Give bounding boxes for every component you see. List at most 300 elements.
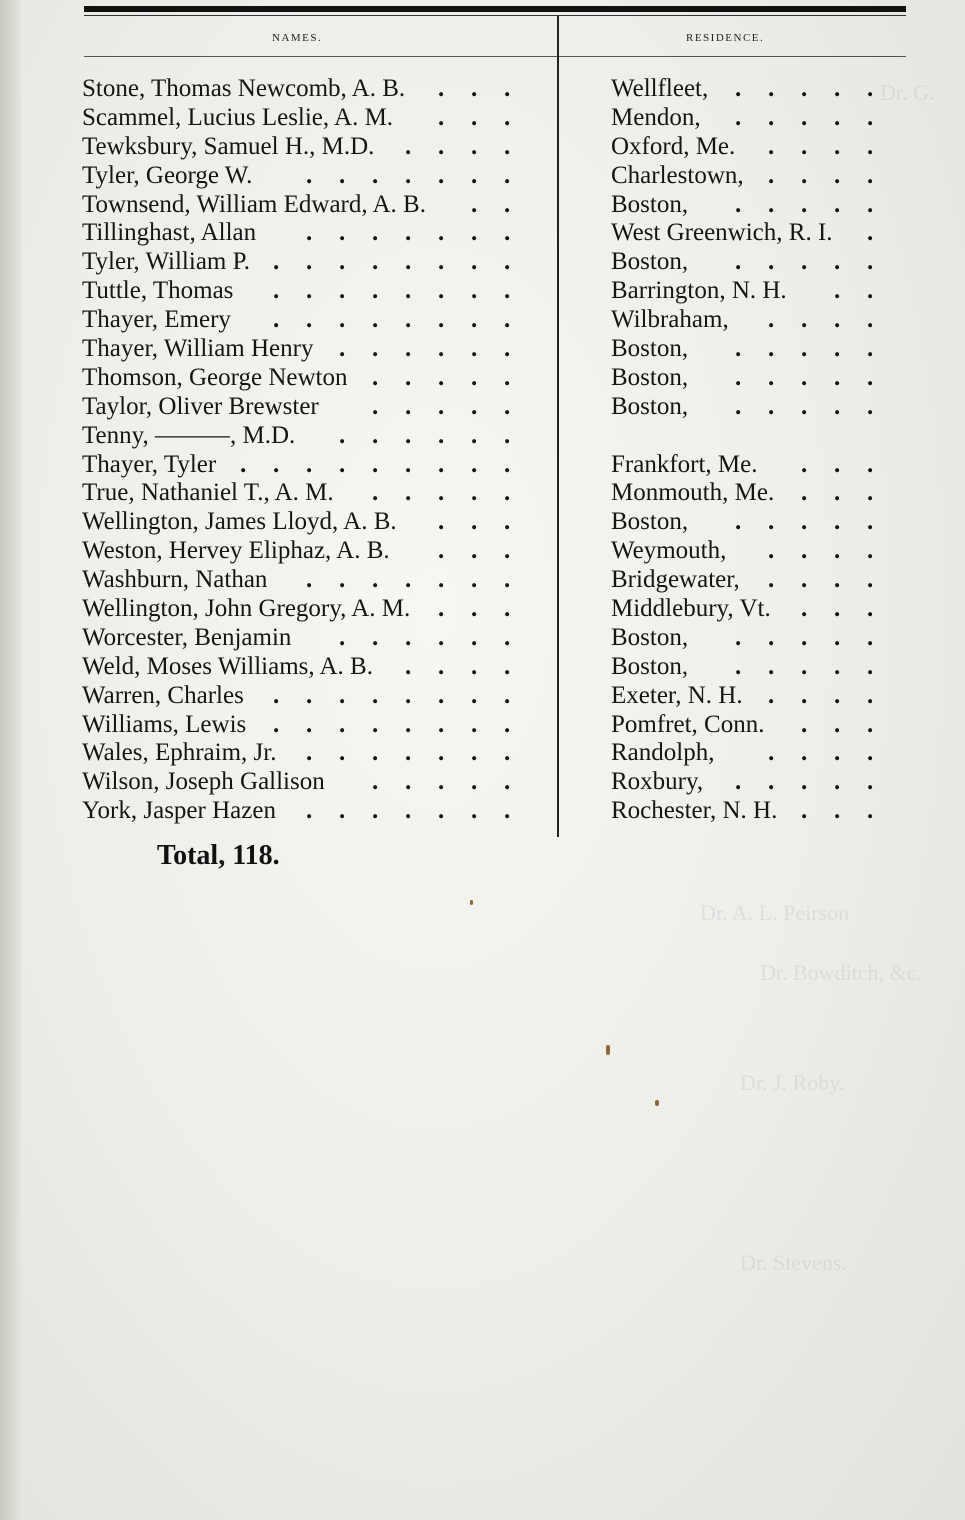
dot-leader: . xyxy=(405,768,412,796)
student-residence: Wellfleet, xyxy=(611,75,709,102)
dot-leader: . xyxy=(834,132,841,160)
student-residence: Weymouth, xyxy=(611,537,727,565)
dot-leader: . xyxy=(471,652,478,680)
student-name: Williams, Lewis xyxy=(82,710,247,738)
dot-leader: . xyxy=(273,710,280,738)
dot-leader: . xyxy=(867,797,874,825)
dot-leader: . xyxy=(801,75,808,102)
dot-leader: . xyxy=(471,363,478,391)
dot-leader: . xyxy=(504,248,511,276)
dot-leader: . xyxy=(405,652,412,680)
dot-leader: . xyxy=(471,739,478,767)
dot-leader: . xyxy=(306,306,313,334)
dot-leader: . xyxy=(801,306,808,334)
dot-leader: . xyxy=(438,219,445,247)
dot-leader: . xyxy=(306,248,313,276)
list-item xyxy=(0,565,965,594)
dot-leader: . xyxy=(438,161,445,189)
dot-leader: . xyxy=(801,710,808,738)
list-item xyxy=(0,507,965,536)
dot-leader: . xyxy=(768,335,775,363)
dot-leader: . xyxy=(372,277,379,305)
dot-leader: . xyxy=(504,75,511,102)
dot-leader: . xyxy=(471,797,478,825)
dot-leader: . xyxy=(273,277,280,305)
dot-leader: . xyxy=(339,306,346,334)
student-name: Tewksbury, Samuel H., M.D. xyxy=(82,132,375,160)
dot-leader: . xyxy=(801,479,808,507)
list-item xyxy=(0,363,965,392)
dot-leader: . xyxy=(867,537,874,565)
dot-leader: . xyxy=(735,508,742,536)
dot-leader: . xyxy=(405,797,412,825)
dot-leader: . xyxy=(867,652,874,680)
student-name: True, Nathaniel T., A. M. xyxy=(82,479,334,507)
dot-leader: . xyxy=(372,710,379,738)
dot-leader: . xyxy=(405,363,412,391)
dot-leader: . xyxy=(471,190,478,218)
dot-leader: . xyxy=(867,392,874,420)
student-name: Worcester, Benjamin xyxy=(82,623,292,651)
dot-leader: . xyxy=(438,421,445,449)
dot-leader: . xyxy=(768,161,775,189)
dot-leader: . xyxy=(867,623,874,651)
bleed-through-mark: Dr. Bowditch, &c. xyxy=(760,960,922,985)
dot-leader: . xyxy=(504,537,511,565)
dot-leader: . xyxy=(768,103,775,131)
student-name: Scammel, Lucius Leslie, A. M. xyxy=(82,103,394,131)
dot-leader: . xyxy=(438,652,445,680)
dot-leader: . xyxy=(240,450,247,478)
dot-leader: . xyxy=(339,566,346,594)
dot-leader: . xyxy=(867,103,874,131)
list-item xyxy=(0,767,965,796)
dot-leader: . xyxy=(867,132,874,160)
dot-leader: . xyxy=(801,190,808,218)
student-name: Weld, Moses Williams, A. B. xyxy=(82,652,373,680)
dot-leader: . xyxy=(504,421,511,449)
dot-leader: . xyxy=(768,739,775,767)
dot-leader: . xyxy=(834,739,841,767)
dot-leader: . xyxy=(801,652,808,680)
list-item xyxy=(0,710,965,739)
dot-leader: . xyxy=(867,363,874,391)
dot-leader: . xyxy=(405,277,412,305)
list-item xyxy=(0,594,965,623)
dot-leader: . xyxy=(372,739,379,767)
dot-leader: . xyxy=(801,566,808,594)
dot-leader: . xyxy=(504,219,511,247)
dot-leader: . xyxy=(504,797,511,825)
student-residence: Frankfort, Me. xyxy=(611,450,758,478)
student-residence: Monmouth, Me. xyxy=(611,479,775,507)
dot-leader: . xyxy=(867,190,874,218)
bleed-through-mark: Dr. J. Roby. xyxy=(740,1070,845,1095)
dot-leader: . xyxy=(405,132,412,160)
dot-leader: . xyxy=(834,710,841,738)
list-item xyxy=(0,218,965,247)
dot-leader: . xyxy=(438,566,445,594)
dot-leader: . xyxy=(438,103,445,131)
dot-leader: . xyxy=(768,652,775,680)
dot-leader: . xyxy=(339,739,346,767)
dot-leader: . xyxy=(405,739,412,767)
student-residence: Boston, xyxy=(611,623,689,651)
dot-leader: . xyxy=(405,421,412,449)
student-name: Tyler, William P. xyxy=(82,248,250,276)
dot-leader: . xyxy=(735,652,742,680)
dot-leader: . xyxy=(306,739,313,767)
dot-leader: . xyxy=(735,623,742,651)
dot-leader: . xyxy=(735,363,742,391)
student-name: Tillinghast, Allan xyxy=(82,219,257,247)
dot-leader: . xyxy=(372,161,379,189)
dot-leader: . xyxy=(867,768,874,796)
dot-leader: . xyxy=(339,248,346,276)
student-residence: Roxbury, xyxy=(611,768,704,796)
list-item xyxy=(0,421,965,450)
dot-leader: . xyxy=(438,306,445,334)
student-name: Washburn, Nathan xyxy=(82,566,268,594)
student-residence: Charlestown, xyxy=(611,161,744,189)
dot-leader: . xyxy=(405,479,412,507)
dot-leader: . xyxy=(768,248,775,276)
dot-leader: . xyxy=(801,103,808,131)
dot-leader: . xyxy=(867,161,874,189)
student-residence: West Greenwich, R. I. xyxy=(611,219,833,247)
student-residence: Rochester, N. H. xyxy=(611,797,778,825)
dot-leader: . xyxy=(834,652,841,680)
dot-leader: . xyxy=(438,537,445,565)
dot-leader: . xyxy=(504,479,511,507)
dot-leader: . xyxy=(867,566,874,594)
dot-leader: . xyxy=(306,797,313,825)
student-name: Wales, Ephraim, Jr. xyxy=(82,739,277,767)
dot-leader: . xyxy=(834,277,841,305)
dot-leader: . xyxy=(801,248,808,276)
dot-leader: . xyxy=(867,508,874,536)
dot-leader: . xyxy=(834,392,841,420)
dot-leader: . xyxy=(867,335,874,363)
dot-leader: . xyxy=(801,797,808,825)
dot-leader: . xyxy=(735,103,742,131)
student-residence: Oxford, Me. xyxy=(611,132,736,160)
dot-leader: . xyxy=(438,508,445,536)
dot-leader: . xyxy=(768,768,775,796)
dot-leader: . xyxy=(504,739,511,767)
dot-leader: . xyxy=(504,508,511,536)
dot-leader: . xyxy=(438,623,445,651)
dot-leader: . xyxy=(438,132,445,160)
student-name: Stone, Thomas Newcomb, A. B. xyxy=(82,75,406,102)
dot-leader: . xyxy=(504,710,511,738)
dot-leader: . xyxy=(867,479,874,507)
dot-leader: . xyxy=(438,479,445,507)
student-name: Wilson, Joseph Gallison xyxy=(82,768,325,796)
dot-leader: . xyxy=(504,623,511,651)
dot-leader: . xyxy=(339,450,346,478)
dot-leader: . xyxy=(405,681,412,709)
student-name: York, Jasper Hazen xyxy=(82,797,276,825)
dot-leader: . xyxy=(768,623,775,651)
dot-leader: . xyxy=(768,566,775,594)
dot-leader: . xyxy=(372,797,379,825)
dot-leader: . xyxy=(504,190,511,218)
dot-leader: . xyxy=(372,306,379,334)
residence-column-header: RESIDENCE. xyxy=(686,32,765,44)
dot-leader: . xyxy=(801,363,808,391)
top-thick-rule xyxy=(84,6,906,12)
dot-leader: . xyxy=(834,623,841,651)
student-residence: Boston, xyxy=(611,248,689,276)
dot-leader: . xyxy=(834,450,841,478)
dot-leader: . xyxy=(504,335,511,363)
dot-leader: . xyxy=(834,306,841,334)
dot-leader: . xyxy=(768,681,775,709)
dot-leader: . xyxy=(801,537,808,565)
student-residence: Boston, xyxy=(611,652,689,680)
list-item xyxy=(0,536,965,565)
dot-leader: . xyxy=(438,710,445,738)
paper-speck xyxy=(470,900,473,905)
student-name: Tuttle, Thomas xyxy=(82,277,234,305)
dot-leader: . xyxy=(405,161,412,189)
dot-leader: . xyxy=(504,450,511,478)
list-item xyxy=(0,276,965,305)
dot-leader: . xyxy=(867,710,874,738)
dot-leader: . xyxy=(372,421,379,449)
dot-leader: . xyxy=(834,190,841,218)
student-residence: Exeter, N. H. xyxy=(611,681,743,709)
dot-leader: . xyxy=(438,739,445,767)
dot-leader: . xyxy=(834,508,841,536)
dot-leader: . xyxy=(339,161,346,189)
dot-leader: . xyxy=(867,219,874,247)
dot-leader: . xyxy=(372,623,379,651)
dot-leader: . xyxy=(438,277,445,305)
dot-leader: . xyxy=(273,306,280,334)
dot-leader: . xyxy=(372,363,379,391)
dot-leader: . xyxy=(372,479,379,507)
student-residence: Mendon, xyxy=(611,103,701,131)
dot-leader: . xyxy=(504,566,511,594)
roster-list xyxy=(0,74,965,825)
dot-leader: . xyxy=(471,421,478,449)
dot-leader: . xyxy=(471,103,478,131)
dot-leader: . xyxy=(471,392,478,420)
dot-leader: . xyxy=(405,623,412,651)
student-residence: Barrington, N. H. xyxy=(611,277,787,305)
student-name: Wellington, James Lloyd, A. B. xyxy=(82,508,397,536)
list-item xyxy=(0,681,965,710)
dot-leader: . xyxy=(405,450,412,478)
dot-leader: . xyxy=(867,450,874,478)
dot-leader: . xyxy=(834,248,841,276)
dot-leader: . xyxy=(471,595,478,623)
dot-leader: . xyxy=(504,103,511,131)
student-name: Tyler, George W. xyxy=(82,161,253,189)
dot-leader: . xyxy=(504,306,511,334)
dot-leader: . xyxy=(438,681,445,709)
student-name: Taylor, Oliver Brewster xyxy=(82,392,319,420)
dot-leader: . xyxy=(504,681,511,709)
dot-leader: . xyxy=(735,248,742,276)
dot-leader: . xyxy=(438,248,445,276)
dot-leader: . xyxy=(768,537,775,565)
dot-leader: . xyxy=(768,392,775,420)
dot-leader: . xyxy=(768,132,775,160)
dot-leader: . xyxy=(471,681,478,709)
dot-leader: . xyxy=(801,392,808,420)
list-item xyxy=(0,623,965,652)
dot-leader: . xyxy=(768,190,775,218)
dot-leader: . xyxy=(306,277,313,305)
dot-leader: . xyxy=(504,363,511,391)
total-count: Total, 118. xyxy=(157,840,280,871)
dot-leader: . xyxy=(438,392,445,420)
dot-leader: . xyxy=(504,132,511,160)
list-item xyxy=(0,334,965,363)
dot-leader: . xyxy=(867,595,874,623)
dot-leader: . xyxy=(471,710,478,738)
dot-leader: . xyxy=(372,681,379,709)
dot-leader: . xyxy=(801,595,808,623)
dot-leader: . xyxy=(735,75,742,102)
dot-leader: . xyxy=(471,508,478,536)
student-name: Warren, Charles xyxy=(82,681,244,709)
student-residence: Middlebury, Vt. xyxy=(611,595,771,623)
dot-leader: . xyxy=(306,566,313,594)
list-item xyxy=(0,450,965,479)
student-name: Townsend, William Edward, A. B. xyxy=(82,190,426,218)
list-item xyxy=(0,103,965,132)
dot-leader: . xyxy=(834,479,841,507)
dot-leader: . xyxy=(834,566,841,594)
dot-leader: . xyxy=(372,450,379,478)
dot-leader: . xyxy=(339,335,346,363)
student-residence: Randolph, xyxy=(611,739,715,767)
dot-leader: . xyxy=(801,623,808,651)
dot-leader: . xyxy=(768,306,775,334)
dot-leader: . xyxy=(834,363,841,391)
dot-leader: . xyxy=(834,537,841,565)
dot-leader: . xyxy=(438,797,445,825)
dot-leader: . xyxy=(834,161,841,189)
dot-leader: . xyxy=(504,768,511,796)
list-item xyxy=(0,796,965,825)
dot-leader: . xyxy=(306,681,313,709)
dot-leader: . xyxy=(471,479,478,507)
dot-leader: . xyxy=(834,797,841,825)
dot-leader: . xyxy=(339,277,346,305)
dot-leader: . xyxy=(339,421,346,449)
student-residence: Boston, xyxy=(611,508,689,536)
list-item xyxy=(0,305,965,334)
dot-leader: . xyxy=(504,392,511,420)
dot-leader: . xyxy=(372,768,379,796)
dot-leader: . xyxy=(438,450,445,478)
dot-leader: . xyxy=(405,248,412,276)
list-item xyxy=(0,392,965,421)
dot-leader: . xyxy=(471,450,478,478)
dot-leader: . xyxy=(471,768,478,796)
list-item xyxy=(0,478,965,507)
dot-leader: . xyxy=(801,768,808,796)
student-residence: Wilbraham, xyxy=(611,306,729,334)
dot-leader: . xyxy=(339,710,346,738)
dot-leader: . xyxy=(735,335,742,363)
dot-leader: . xyxy=(306,219,313,247)
list-item xyxy=(0,738,965,767)
dot-leader: . xyxy=(801,739,808,767)
student-residence: Boston, xyxy=(611,335,689,363)
names-column-header: NAMES. xyxy=(272,32,323,44)
dot-leader: . xyxy=(801,681,808,709)
dot-leader: . xyxy=(504,277,511,305)
student-name: Weston, Hervey Eliphaz, A. B. xyxy=(82,537,390,565)
dot-leader: . xyxy=(867,75,874,102)
dot-leader: . xyxy=(306,710,313,738)
dot-leader: . xyxy=(273,450,280,478)
dot-leader: . xyxy=(471,335,478,363)
dot-leader: . xyxy=(438,335,445,363)
student-residence: Boston, xyxy=(611,392,689,420)
student-residence: Pomfret, Conn. xyxy=(611,710,765,738)
dot-leader: . xyxy=(438,768,445,796)
dot-leader: . xyxy=(405,710,412,738)
list-item xyxy=(0,132,965,161)
list-item xyxy=(0,161,965,190)
list-item xyxy=(0,74,965,103)
bleed-through-mark: Dr. A. L. Peirson xyxy=(700,900,850,925)
student-residence: Bridgewater, xyxy=(611,566,740,594)
header-rule xyxy=(84,56,906,57)
dot-leader: . xyxy=(372,566,379,594)
dot-leader: . xyxy=(867,306,874,334)
dot-leader: . xyxy=(834,103,841,131)
dot-leader: . xyxy=(405,306,412,334)
dot-leader: . xyxy=(834,75,841,102)
list-item xyxy=(0,247,965,276)
dot-leader: . xyxy=(801,508,808,536)
dot-leader: . xyxy=(768,508,775,536)
list-item xyxy=(0,652,965,681)
dot-leader: . xyxy=(768,363,775,391)
student-name: Thayer, William Henry xyxy=(82,335,314,363)
dot-leader: . xyxy=(801,132,808,160)
dot-leader: . xyxy=(768,75,775,102)
dot-leader: . xyxy=(405,335,412,363)
dot-leader: . xyxy=(405,392,412,420)
dot-leader: . xyxy=(273,248,280,276)
dot-leader: . xyxy=(306,161,313,189)
dot-leader: . xyxy=(471,623,478,651)
dot-leader: . xyxy=(834,768,841,796)
top-thin-rule xyxy=(84,15,906,16)
dot-leader: . xyxy=(405,219,412,247)
dot-leader: . xyxy=(273,681,280,709)
dot-leader: . xyxy=(471,132,478,160)
dot-leader: . xyxy=(438,595,445,623)
bleed-through-mark: Dr. Stevens. xyxy=(740,1250,847,1275)
student-name: Thomson, George Newton xyxy=(82,363,348,391)
dot-leader: . xyxy=(867,739,874,767)
dot-leader: . xyxy=(471,566,478,594)
dot-leader: . xyxy=(801,335,808,363)
dot-leader: . xyxy=(504,595,511,623)
dot-leader: . xyxy=(867,681,874,709)
student-name: Thayer, Tyler xyxy=(82,450,217,478)
